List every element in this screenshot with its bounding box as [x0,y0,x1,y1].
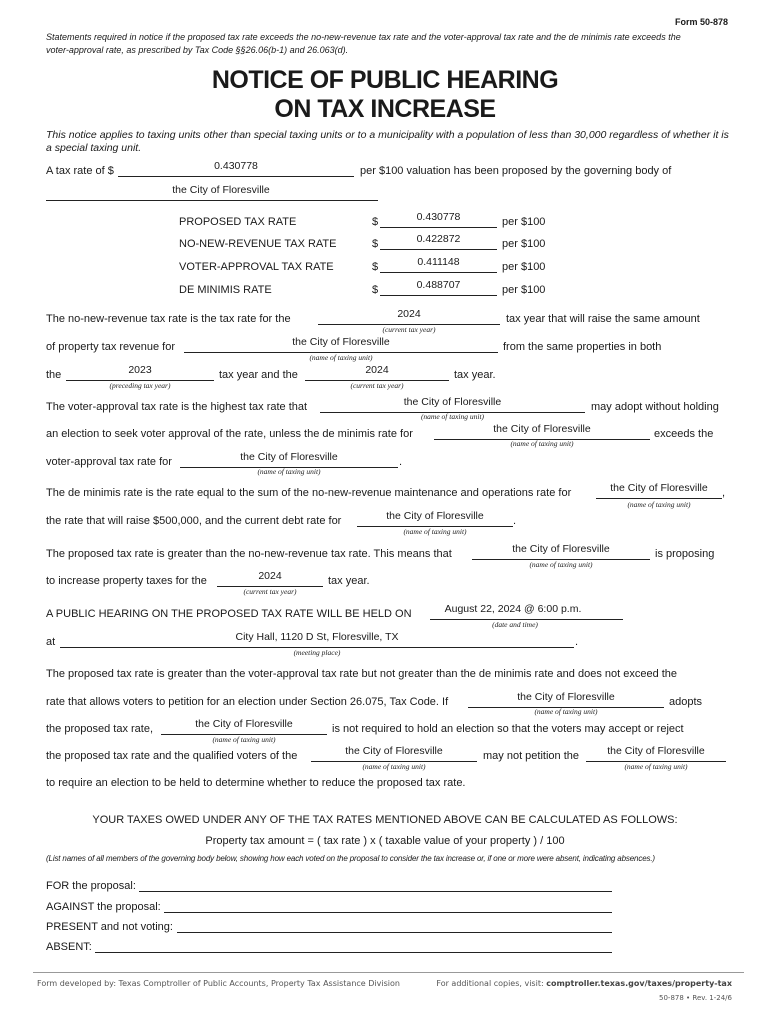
p1-text-e: the [46,369,62,381]
caption-name-of-taxing-unit: (name of taxing unit) [529,560,593,569]
caption-current-tax-year: (current tax year) [243,587,297,596]
rate-voter-approval-value: 0.411148 [417,256,460,268]
rate-proposed-value: 0.430778 [416,211,461,223]
p3-text-d: . [513,515,517,527]
vote-label-present: PRESENT and not voting: [46,921,173,933]
rate-label-no-new-revenue: NO-NEW-REVENUE TAX RATE [179,238,337,250]
p5-text-g: may not petition the [483,750,580,762]
footer-left: Form developed by: Texas Comptroller of Public Accounts, Property Tax Assistance Division [37,979,400,988]
p4-unit-value: the City of Floresville [512,543,610,555]
per-100-label: per $100 [502,216,546,228]
taxes-heading: YOUR TAXES OWED UNDER ANY OF THE TAX RATES MENTIONED ABOVE CAN BE CALCULATED AS FOLLOWS: [92,814,678,826]
list-note: (List names of all members of the governing body below, showing how each voted on the proposal to consider the tax increase or, if one or more were absent, indicating absences.) [46,854,655,863]
rate-label-proposed: PROPOSED TAX RATE [179,216,297,228]
p4-text-d: tax year. [328,575,370,587]
p1-text-f: tax year and the [219,369,298,381]
page-title-line1: NOTICE OF PUBLIC HEARING [211,66,559,94]
statement-note: Statements required in notice if the proposed tax rate exceeds the no-new-revenue tax rate and the voter-approval tax rate and the de minimis rate exceeds the voter-approval rate, as prescribed by Tax Code §§26.06(b-1) and 26.063(d). [46,32,681,55]
footer-right-prefix: For additional copies, visit: [436,979,544,988]
caption-name-of-taxing-unit: (name of taxing unit) [309,353,373,362]
p3-unit-value-1: the City of Floresville [610,482,708,494]
tax-formula: Property tax amount = ( tax rate ) x ( taxable value of your property ) / 100 [205,835,565,847]
p5-text-h: to require an election to be held to determine whether to reduce the proposed tax rate. [46,777,466,789]
p3-text-a: The de minimis rate is the rate equal to the sum of the no-new-revenue maintenance and operations rate for [46,487,572,499]
caption-name-of-taxing-unit: (name of taxing unit) [627,500,691,509]
p2-unit-value-3: the City of Floresville [240,451,338,463]
p1-current-year-value-2: 2024 [365,364,389,376]
rate-dollar: $ [372,284,379,296]
p1-unit-value: the City of Floresville [292,336,390,348]
rate-label-de-minimis: DE MINIMIS RATE [179,284,272,296]
hearing-at: at [46,636,56,648]
hearing-text: A PUBLIC HEARING ON THE PROPOSED TAX RATE WILL BE HELD ON [46,608,412,620]
p1-text-a: The no-new-revenue tax rate is the tax rate for the [46,313,291,325]
p1-current-year-value: 2024 [397,308,421,320]
p4-current-year-value: 2024 [258,570,282,582]
p2-text-d: exceeds the [654,428,714,440]
p2-text-a: The voter-approval tax rate is the highest tax rate that [46,401,308,413]
vote-against-blank[interactable] [164,899,612,913]
form-number: Form 50-878 [674,17,728,27]
caption-preceding-tax-year: (preceding tax year) [109,381,171,390]
p3-text-b: , [722,487,726,499]
p2-text-c: an election to seek voter approval of the rate, unless the de minimis rate for [46,428,413,440]
hearing-date-value: August 22, 2024 @ 6:00 p.m. [444,603,582,615]
p2-text-f: . [399,456,403,468]
vote-label-for: FOR the proposal: [46,880,136,892]
vote-label-absent: ABSENT: [46,941,92,953]
p4-text-c: to increase property taxes for the [46,575,207,587]
p2-unit-value-1: the City of Floresville [403,396,502,408]
footer-link[interactable]: comptroller.texas.gov/taxes/property-tax [546,979,732,988]
vote-for-blank[interactable] [139,878,612,892]
caption-name-of-taxing-unit: (name of taxing unit) [403,527,467,536]
p2-text-b: may adopt without holding [591,401,719,413]
rate-label-voter-approval: VOTER-APPROVAL TAX RATE [179,261,334,273]
rate-no-new-revenue-value: 0.422872 [416,233,461,245]
p4-text-b: is proposing [655,548,715,560]
p1-text-d: from the same properties in both [503,341,662,353]
hearing-period: . [575,636,579,648]
footer-right [436,979,732,988]
caption-name-of-taxing-unit: (name of taxing unit) [362,762,426,771]
p1-text-c: of property tax revenue for [46,341,176,353]
vote-absent-blank[interactable] [95,939,612,953]
p5-text-c: adopts [669,696,703,708]
intro-unit-value: the City of Floresville [172,184,270,196]
p5-text-d: the proposed tax rate, [46,723,154,735]
footer-divider [33,972,744,973]
vote-present-blank[interactable] [177,919,612,933]
p1-text-b: tax year that will raise the same amount [506,313,700,325]
caption-name-of-taxing-unit: (name of taxing unit) [510,439,574,448]
caption-name-of-taxing-unit: (name of taxing unit) [624,762,688,771]
p3-text-c: the rate that will raise $500,000, and the current debt rate for [46,515,342,527]
rate-de-minimis-value: 0.488707 [416,279,461,291]
hearing-place-value: City Hall, 1120 D St, Floresville, TX [235,631,399,643]
rate-dollar: $ [372,238,379,250]
intro-prefix: A tax rate of $ [46,165,114,177]
p1-text-g: tax year. [454,369,496,381]
rate-dollar: $ [372,261,379,273]
per-100-label: per $100 [502,238,546,250]
p5-unit-value-3: the City of Floresville [345,745,443,757]
caption-meeting-place: (meeting place) [293,648,341,657]
per-100-label: per $100 [502,261,546,273]
p2-unit-value-2: the City of Floresville [493,423,591,435]
caption-current-tax-year: (current tax year) [350,381,404,390]
page-title-line2: ON TAX INCREASE [274,95,496,123]
p1-preceding-year-value: 2023 [128,364,152,376]
caption-name-of-taxing-unit: (name of taxing unit) [534,707,598,716]
p5-unit-value-4: the City of Floresville [607,745,705,757]
p5-text-f: the proposed tax rate and the qualified voters of the [46,750,298,762]
caption-name-of-taxing-unit: (name of taxing unit) [257,467,321,476]
vote-label-against: AGAINST the proposal: [46,901,161,913]
intro-rate-value: 0.430778 [214,160,258,172]
p5-text-a: The proposed tax rate is greater than the voter-approval tax rate but not greater than the de minimis rate and does not exceed the [46,668,678,680]
caption-current-tax-year: (current tax year) [382,325,436,334]
caption-name-of-taxing-unit: (name of taxing unit) [420,412,485,421]
p4-text-a: The proposed tax rate is greater than the no-new-revenue tax rate. This means that [46,548,452,560]
p3-unit-value-2: the City of Floresville [386,510,484,522]
p5-unit-value-2: the City of Floresville [195,718,293,730]
rate-dollar: $ [372,216,379,228]
applicability-note: This notice applies to taxing units other than special taxing units or to a municipality with a population of less than 30,000 regardless of whether it is a special taxing unit. [46,129,729,154]
caption-date-and-time: (date and time) [492,620,538,629]
p2-text-e: voter-approval tax rate for [46,456,172,468]
footer-code: 50-878 • Rev. 1-24/6 [659,994,732,1002]
p5-unit-value-1: the City of Floresville [517,691,615,703]
per-100-label: per $100 [502,284,546,296]
p5-text-b: rate that allows voters to petition for an election under Section 26.075, Tax Code. If [46,696,449,708]
intro-middle: per $100 valuation has been proposed by the governing body of [360,165,672,177]
p5-text-e: is not required to hold an election so that the voters may accept or reject [332,723,684,735]
caption-name-of-taxing-unit: (name of taxing unit) [212,735,276,744]
